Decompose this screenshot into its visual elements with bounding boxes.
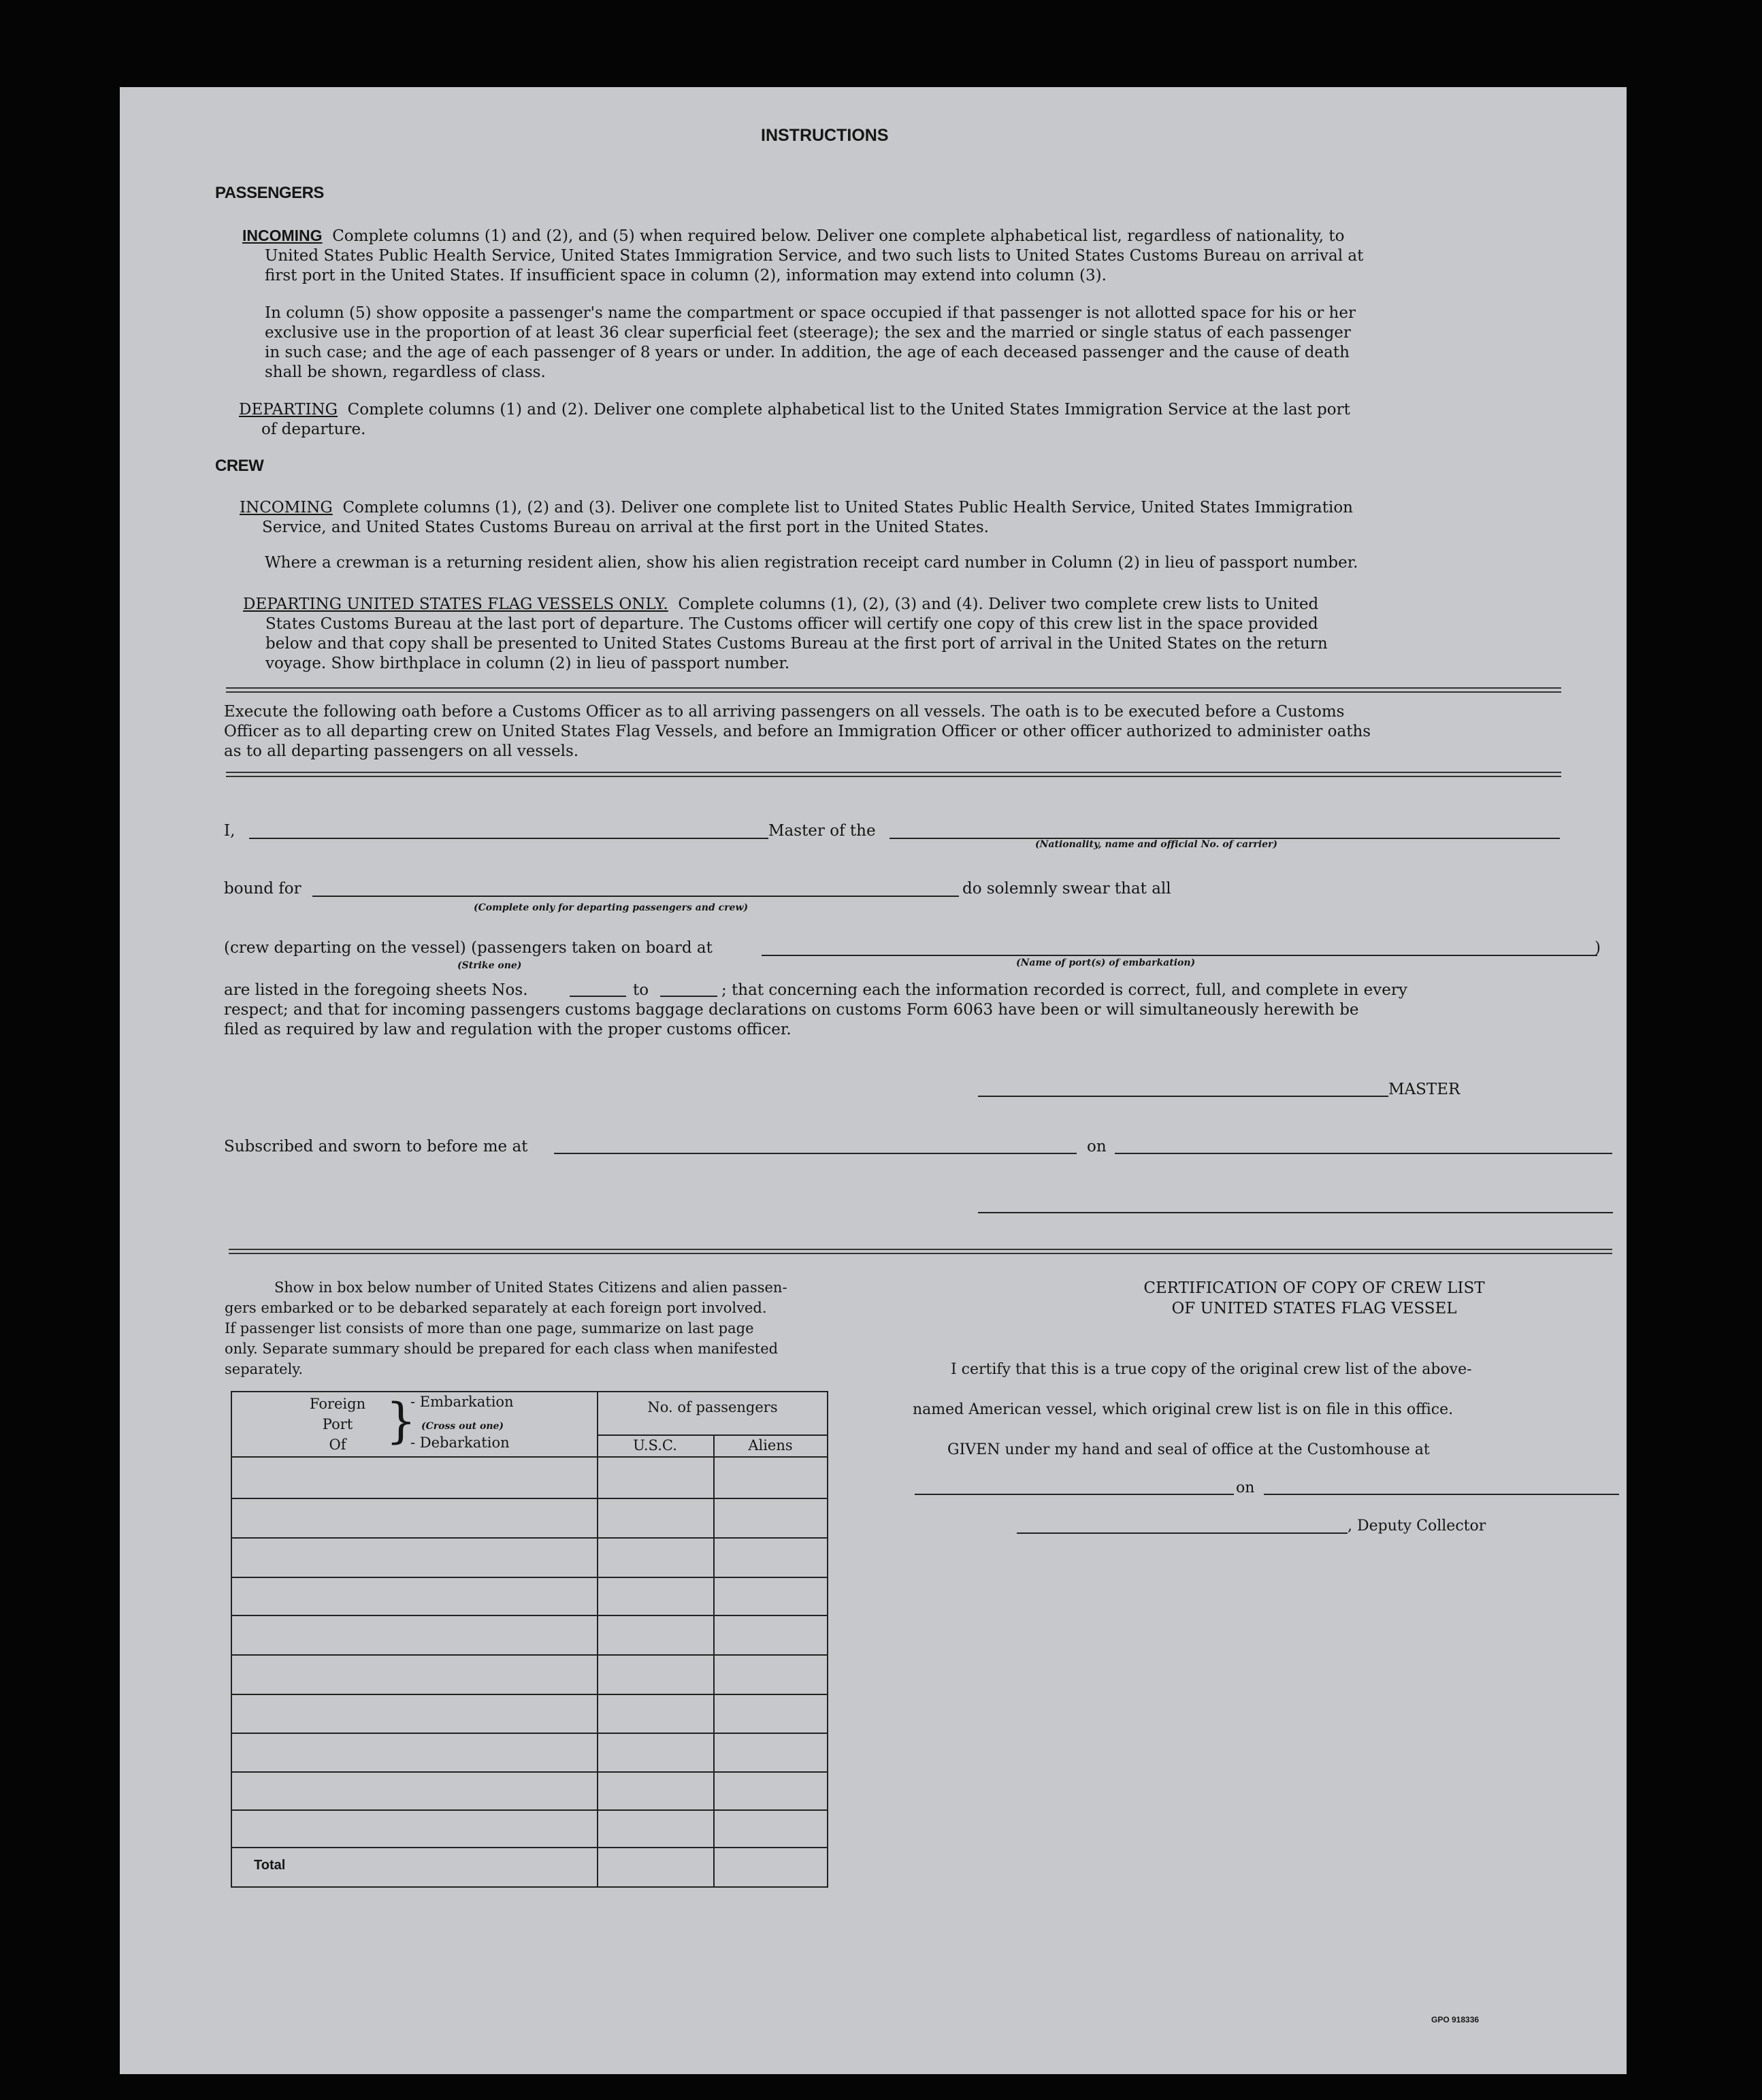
summary-line-2: gers embarked or to be debarked separately at each foreign port involved.	[225, 1300, 767, 1316]
crew-incoming-line-1: Complete columns (1), (2) and (3). Deliver one complete list to United States Public Health Service, United States Immigration	[342, 499, 1353, 516]
oath-instructions-block	[224, 702, 1568, 761]
column5-line-2: exclusive use in the proportion of at least 36 clear superficial feet (steerage); the sex and the married or single status of each passenger	[265, 324, 1351, 342]
table-row-divider	[232, 1809, 827, 1811]
column5-line-1: In column (5) show opposite a passenger's name the compartment or space occupied if that passenger is not allotted space for his or her	[265, 304, 1356, 322]
crew-incoming-label: INCOMING	[240, 499, 333, 516]
crew-passengers-text: (crew departing on the vessel) (passengers taken on board at	[224, 939, 713, 957]
table-row-divider	[232, 1456, 827, 1458]
embarkation-label: - Embarkation	[410, 1394, 514, 1410]
master-signature-field[interactable]	[978, 1096, 1388, 1097]
sheet-from-field[interactable]	[570, 996, 626, 997]
table-row-divider	[232, 1577, 827, 1578]
listed-continuation	[224, 1000, 1578, 1040]
table-row-divider	[232, 1847, 827, 1848]
certification-date-field[interactable]	[1264, 1494, 1619, 1495]
listed-text-b: ; that concerning each the information recorded is correct, full, and complete in every	[721, 981, 1407, 999]
table-divider	[713, 1434, 715, 1886]
passengers-incoming-line-1: Complete columns (1) and (2), and (5) when required below. Deliver one complete alphabetical list, regardless of nationality, to	[332, 227, 1345, 245]
crew-departing-line-3: below and that copy shall be presented to United States Customs Bureau at the first port of arrival in the United States on the return	[265, 635, 1328, 653]
table-row-divider	[232, 1498, 827, 1499]
oath-instructions-line-1: Execute the following oath before a Customs Officer as to all arriving passengers on all vessels. The oath is to be executed before a Customs	[224, 703, 1345, 721]
form-page	[120, 87, 1627, 2074]
brace-icon: }	[386, 1393, 417, 1449]
table-row-divider	[232, 1654, 827, 1656]
oath-instructions-line-2: Officer as to all departing crew on United States Flag Vessels, and before an Immigration Officer or other officer authorized to administer oaths	[224, 723, 1371, 740]
passengers-departing-line-1: Complete columns (1) and (2). Deliver one complete alphabetical list to the United States Immigration Service at the last port	[347, 401, 1350, 419]
summary-line-3: If passenger list consists of more than one page, summarize on last page	[225, 1320, 754, 1336]
certification-title-line-2: OF UNITED STATES FLAG VESSEL	[1171, 1300, 1457, 1317]
certification-line-3: GIVEN under my hand and seal of office at the Customhouse at	[947, 1441, 1430, 1458]
certification-title	[970, 1278, 1658, 1319]
usc-header: U.S.C.	[633, 1437, 677, 1454]
master-label: MASTER	[1388, 1081, 1461, 1098]
table-divider	[597, 1392, 598, 1886]
passengers-departing-label: DEPARTING	[239, 401, 338, 419]
passengers-heading: PASSENGERS	[215, 184, 324, 202]
bound-for-field[interactable]	[312, 896, 959, 897]
embarkation-ports-field[interactable]	[762, 955, 1597, 956]
certification-line-1: I certify that this is a true copy of the original crew list of the above-	[951, 1361, 1472, 1378]
listed-line-1: respect; and that for incoming passengers customs baggage declarations on customs Form 6063 have been or will simultaneously herewith be	[224, 1001, 1359, 1019]
deputy-collector-signature-field[interactable]	[1017, 1532, 1348, 1534]
close-paren: )	[1595, 939, 1601, 957]
divider	[226, 776, 1561, 777]
table-row-divider	[232, 1771, 827, 1773]
divider	[226, 687, 1561, 689]
bound-for-hint: (Complete only for departing passengers and crew)	[474, 902, 749, 913]
table-row-divider	[232, 1615, 827, 1616]
divider	[226, 772, 1561, 773]
no-of-passengers-header: No. of passengers	[647, 1399, 778, 1415]
page-title: INSTRUCTIONS	[761, 126, 889, 145]
of-label: Of	[329, 1437, 346, 1453]
table-row-divider	[232, 1694, 827, 1695]
passengers-incoming-line-2: United States Public Health Service, United States Immigration Service, and two such lists to United States Customs Bureau on arrival at	[265, 247, 1364, 265]
divider	[226, 691, 1561, 693]
listed-to-label: to	[633, 981, 649, 999]
deputy-collector-label: , Deputy Collector	[1348, 1517, 1486, 1535]
table-row-divider	[232, 1537, 827, 1539]
crew-heading: CREW	[215, 457, 264, 475]
sworn-on-label: on	[1087, 1138, 1107, 1155]
table-divider	[597, 1434, 827, 1436]
customhouse-field[interactable]	[915, 1494, 1234, 1495]
debarkation-label: - Debarkation	[410, 1434, 510, 1451]
cross-out-hint: (Cross out one)	[421, 1421, 504, 1432]
summary-line-1: Show in box below number of United States Citizens and alien passen-	[274, 1279, 787, 1296]
certification-title-line-1: CERTIFICATION OF COPY OF CREW LIST	[1143, 1279, 1485, 1297]
foreign-port-header	[293, 1394, 382, 1455]
port-label: Port	[322, 1416, 353, 1432]
bound-for-label: bound for	[224, 880, 301, 898]
passenger-summary-table	[231, 1391, 828, 1888]
crew-departing-label: DEPARTING UNITED STATES FLAG VESSELS ONLY.	[243, 595, 668, 613]
crew-departing-line-1: Complete columns (1), (2), (3) and (4). Deliver two complete crew lists to United	[678, 595, 1319, 613]
master-name-field[interactable]	[249, 838, 768, 839]
officer-signature-field[interactable]	[978, 1212, 1613, 1213]
summary-line-4: only. Separate summary should be prepared for each class when manifested	[225, 1341, 779, 1357]
summary-instructions	[225, 1277, 823, 1379]
subscribed-text: Subscribed and sworn to before me at	[224, 1138, 528, 1155]
listed-line-2: filed as required by law and regulation with the proper customs officer.	[224, 1021, 792, 1038]
table-row-divider	[232, 1733, 827, 1734]
summary-line-5: separately.	[225, 1361, 304, 1377]
master-of-the-label: Master of the	[768, 822, 876, 840]
passengers-departing-line-2: of departure.	[261, 421, 366, 438]
swear-text: do solemnly swear that all	[962, 880, 1171, 898]
foreign-label: Foreign	[309, 1396, 366, 1412]
column5-block	[265, 303, 1578, 382]
oath-instructions-line-3: as to all departing passengers on all vessels.	[224, 742, 579, 760]
crew-departing-line-4: voyage. Show birthplace in column (2) in lieu of passport number.	[265, 655, 790, 672]
passengers-incoming-block	[242, 226, 1576, 286]
ports-hint: (Name of port(s) of embarkation)	[1016, 957, 1196, 968]
certification-line-2: named American vessel, which original crew list is on file in this office.	[913, 1401, 1454, 1418]
certification-on-label: on	[1236, 1479, 1255, 1496]
crew-departing-line-2: States Customs Bureau at the last port of departure. The Customs officer will certify one copy of this crew list in the space provided	[265, 615, 1318, 633]
passengers-incoming-line-3: first port in the United States. If insufficient space in column (2), information may extend into column (3).	[265, 267, 1107, 284]
divider	[229, 1249, 1612, 1250]
crew-incoming-block	[240, 498, 1573, 538]
passengers-incoming-label: INCOMING	[242, 227, 323, 244]
sworn-place-field[interactable]	[554, 1153, 1077, 1154]
aliens-header: Aliens	[748, 1437, 793, 1454]
strike-one-hint: (Strike one)	[457, 960, 522, 971]
divider	[229, 1253, 1612, 1254]
sworn-date-field[interactable]	[1115, 1153, 1612, 1154]
crew-departing-block	[243, 595, 1577, 674]
gpo-code: GPO 918336	[1431, 2015, 1480, 2024]
total-label: Total	[254, 1858, 286, 1873]
sheet-to-field[interactable]	[660, 996, 717, 997]
column5-line-3: in such case; and the age of each passenger of 8 years or under. In addition, the age of each deceased passenger and the cause of death	[265, 344, 1350, 361]
crew-resident-text: Where a crewman is a returning resident alien, show his alien registration receipt card number in Column (2) in lieu of passport number.	[265, 554, 1358, 572]
crew-incoming-line-2: Service, and United States Customs Bureau on arrival at the first port in the United States.	[262, 519, 989, 536]
passengers-departing-block	[239, 400, 1580, 440]
nationality-hint: (Nationality, name and official No. of carrier)	[1035, 839, 1278, 850]
oath-i-label: I,	[224, 822, 235, 840]
listed-text-a: are listed in the foregoing sheets Nos.	[224, 981, 528, 999]
column5-line-4: shall be shown, regardless of class.	[265, 363, 546, 381]
